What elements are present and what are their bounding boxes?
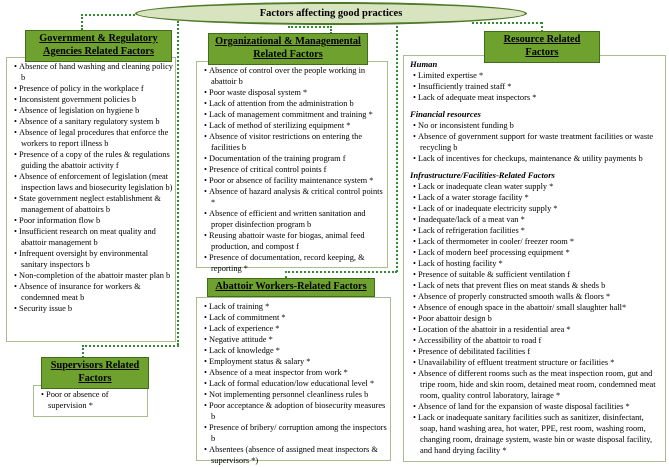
connector-supervisors-vertical <box>177 21 179 345</box>
list-item: • Infrequent oversight by environmental sanitary inspectors b <box>11 248 173 270</box>
list-item: • Lack or inadequate sanitary facilities such as sanitizer, disinfectant, soap, hand washing area, hot water, PPE, rest room, washing room, changing room, drainage system, waste bin or waste disposal facility, and hand drying facility * <box>410 412 663 456</box>
workers-list <box>201 301 388 466</box>
list-item: • State government neglect establishment & management of abattoirs b <box>11 193 173 215</box>
list-item: • Lack of or inadequate electricity supply * <box>410 203 663 214</box>
government-header: Government & Regulatory Agencies Related Factors <box>25 30 172 62</box>
list-item: • Lack of method of sterilizing equipment * <box>201 120 385 131</box>
list-item: • Presence of bribery/ corruption among the inspectors b <box>201 422 388 444</box>
resource-infrastructure-list <box>410 181 663 456</box>
list-item: • Accessibility of the abattoir to road f <box>410 335 663 346</box>
supervisors-list <box>38 389 145 411</box>
list-item: • Lack of knowledge * <box>201 345 388 356</box>
list-item: • Employment status & salary * <box>201 356 388 367</box>
list-item: • Reusing abattoir waste for biogas, animal feed production, and compost f <box>201 230 385 252</box>
list-item: • Presence of a copy of the rules & regulations guiding the abattoir activity f <box>11 149 173 171</box>
supervisors-header: Supervisors Related Factors <box>41 357 149 389</box>
connector-government <box>81 14 135 16</box>
list-item: • Presence of documentation, record keeping, & reporting * <box>201 252 385 274</box>
list-item: • Location of the abattoir in a residential area * <box>410 324 663 335</box>
connector-workers-vertical <box>396 21 398 272</box>
list-item: • Inconsistent government policies b <box>11 94 173 105</box>
list-item: • Lack of incentives for checkups, maintenance & utility payments b <box>410 153 663 164</box>
list-item: • Presence of critical control points f <box>201 164 385 175</box>
resource-section-heading-infrastructure: Infrastructure/Facilities-Related Factors <box>410 170 555 180</box>
resource-section-heading-human: Human <box>410 59 438 69</box>
list-item: • Lack of commitment * <box>201 312 388 323</box>
resource-panel <box>403 55 666 462</box>
list-item: • Presence of debilitated facilities f <box>410 346 663 357</box>
organizational-panel <box>196 61 388 273</box>
list-item: • Absence of legislation on hygiene b <box>11 105 173 116</box>
list-item: • Lack of a water storage facility * <box>410 192 663 203</box>
list-item: • Lack of refrigeration facilities * <box>410 225 663 236</box>
list-item: • Limited expertise * <box>410 70 663 81</box>
list-item: • Poor or absence of supervision * <box>38 389 145 411</box>
list-item: • Lack or inadequate clean water supply * <box>410 181 663 192</box>
list-item: • Absence of efficient and written sanitation and proper disinfection program b <box>201 208 385 230</box>
list-item: • Poor acceptance & adoption of biosecurity measures b <box>201 400 388 422</box>
government-list <box>11 61 173 314</box>
list-item: • Lack of training * <box>201 301 388 312</box>
list-item: • Security issue b <box>11 303 173 314</box>
list-item: • Negative attitude * <box>201 334 388 345</box>
list-item: • Absence of control over the people working in abattoir b <box>201 65 385 87</box>
list-item: • Absence of a sanitary regulatory system b <box>11 116 173 127</box>
list-item: • Presence of suitable & sufficient ventilation f <box>410 269 663 280</box>
list-item: • Insufficient research on meat quality and abattoir management b <box>11 226 173 248</box>
list-item: • Absence of land for the expansion of waste disposal facilities * <box>410 401 663 412</box>
resource-financial-list <box>410 120 663 164</box>
supervisors-panel <box>33 385 148 417</box>
list-item: • Absence of government support for waste treatment facilities or waste recycling b <box>410 131 663 153</box>
list-item: • Lack of experience * <box>201 323 388 334</box>
list-item: • Absence of legal procedures that enforce the workers to report illness b <box>11 127 173 149</box>
list-item: • Presence of policy in the workplace f <box>11 83 173 94</box>
list-item: • Poor waste disposal system * <box>201 87 385 98</box>
list-item: • Lack of thermometer in cooler/ freezer room * <box>410 236 663 247</box>
connector-government-drop <box>81 14 83 30</box>
list-item: • Poor or absence of facility maintenance system * <box>201 175 385 186</box>
connector-resource <box>472 22 542 24</box>
list-item: • Absence of hazard analysis & critical control points * <box>201 186 385 208</box>
list-item: • Absence of properly constructed smooth walls & floors * <box>410 291 663 302</box>
list-item: • Insufficiently trained staff * <box>410 81 663 92</box>
list-item: • No or inconsistent funding b <box>410 120 663 131</box>
list-item: • Absence of insurance for workers & condemned meat b <box>11 281 173 303</box>
list-item: • Absence of enough space in the abattoir/ small slaughter hall* <box>410 302 663 313</box>
connector-organizational <box>288 26 332 28</box>
resource-section-heading-financial: Financial resources <box>410 109 481 119</box>
government-panel <box>6 57 176 342</box>
list-item: • Absence of visitor restrictions on entering the facilities b <box>201 131 385 153</box>
organizational-header: Organizational & Managemental Related Factors <box>208 33 368 65</box>
list-item: • Absentees (absence of assigned meat inspectors & supervisors *) <box>201 444 388 466</box>
list-item: • Lack of modern beef processing equipment * <box>410 247 663 258</box>
list-item: • Absence of hand washing and cleaning policy b <box>11 61 173 83</box>
list-item: • Lack of hosting facility * <box>410 258 663 269</box>
list-item: • Inadequate/lack of a meat van * <box>410 214 663 225</box>
list-item: • Lack of formal education/low educational level * <box>201 378 388 389</box>
workers-header: Abattoir Workers-Related Factors <box>207 278 375 297</box>
list-item: • Lack of nets that prevent flies on meat stands & sheds b <box>410 280 663 291</box>
organizational-list <box>201 65 385 274</box>
list-item: • Absence of different rooms such as the meat inspection room, gut and tripe room, hide and skin room, detained meat room, condemned meat room, quality control laboratory, lairage * <box>410 368 663 401</box>
diagram-title: Factors affecting good practices <box>259 8 403 19</box>
list-item: • Absence of a meat inspector from work * <box>201 367 388 378</box>
resource-human-list <box>410 70 663 103</box>
title-ellipse <box>135 2 527 25</box>
list-item: • Lack of adequate meat inspectors * <box>410 92 663 103</box>
list-item: • Non-completion of the abattoir master plan b <box>11 270 173 281</box>
list-item: • Absence of enforcement of legislation (meat inspection laws and biosecurity legislation b) <box>11 171 173 193</box>
list-item: • Unavailability of effluent treatment structure or facilities * <box>410 357 663 368</box>
list-item: • Poor information flow b <box>11 215 173 226</box>
list-item: • Lack of attention from the administration b <box>201 98 385 109</box>
workers-panel <box>196 297 391 465</box>
list-item: • Poor abattoir design b <box>410 313 663 324</box>
connector-supervisors-horizontal <box>82 345 179 347</box>
list-item: • Not implementing personnel cleanliness rules b <box>201 389 388 400</box>
resource-header: Resource Related Factors <box>484 31 600 63</box>
list-item: • Documentation of the training program f <box>201 153 385 164</box>
list-item: • Lack of management commitment and training * <box>201 109 385 120</box>
